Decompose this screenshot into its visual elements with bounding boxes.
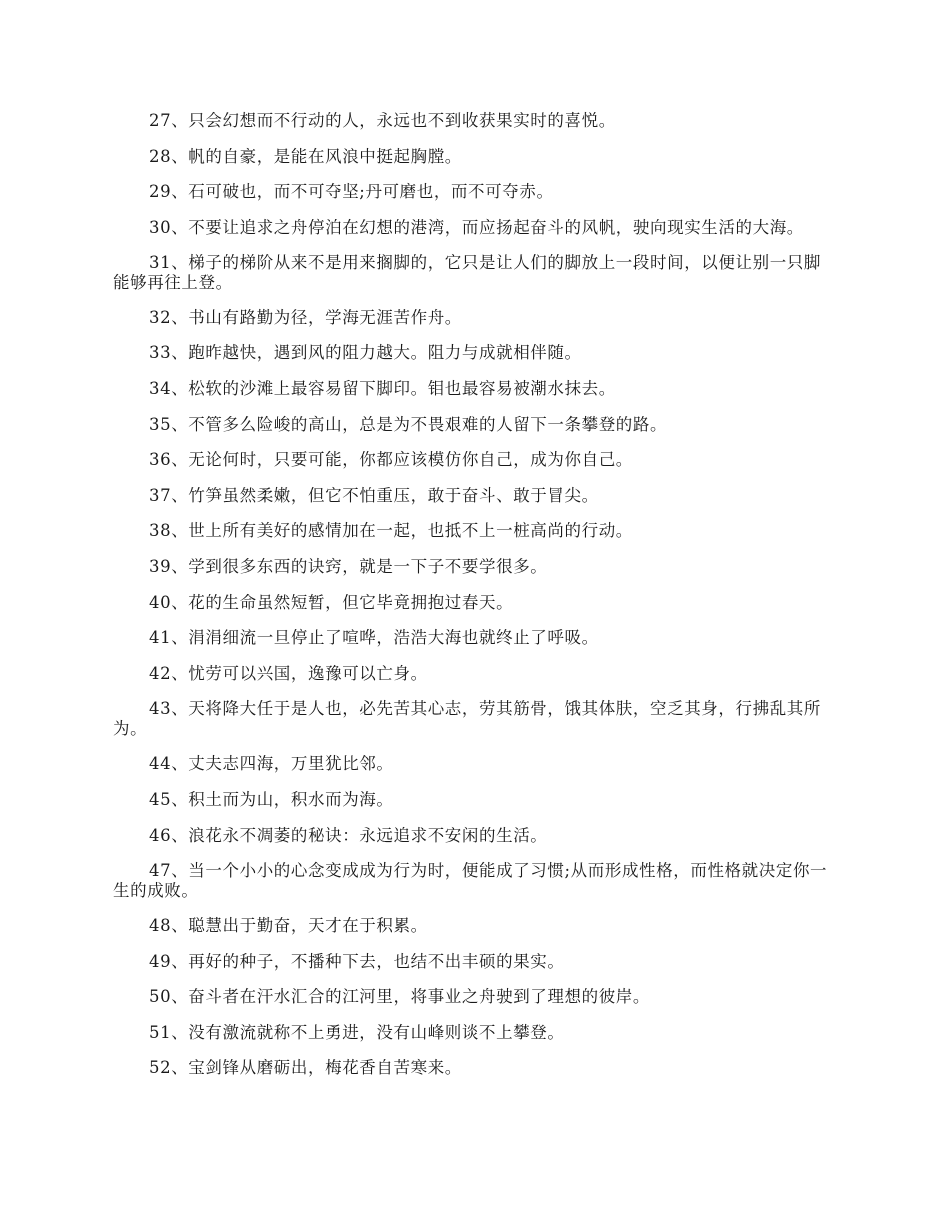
list-item: 32、书山有路勤为径，学海无涯苦作舟。 (149, 307, 462, 327)
quote-list (113, 111, 828, 1094)
list-item: 49、再好的种子，不播种下去，也结不出丰硕的果实。 (149, 951, 565, 971)
list-item: 33、跑昨越快，遇到风的阻力越大。阻力与成就相伴随。 (149, 343, 582, 363)
list-item: 34、松软的沙滩上最容易留下脚印。钼也最容易被潮水抹去。 (149, 378, 616, 398)
list-item: 36、无论何时，只要可能，你都应该模仿你自己，成为你自己。 (149, 450, 633, 470)
list-item: 42、忧劳可以兴国，逸豫可以亡身。 (149, 663, 428, 683)
list-item: 41、涓涓细流一旦停止了喧哗，浩浩大海也就终止了呼吸。 (149, 628, 599, 648)
list-item: 27、只会幻想而不行动的人，永远也不到收获果实时的喜悦。 (149, 111, 616, 130)
list-item: 35、不管多么险峻的高山，总是为不畏艰难的人留下一条攀登的路。 (149, 414, 668, 434)
list-item: 43、天将降大任于是人也，必先苦其心志，劳其筋骨，饿其体肤，空乏其身，行拂乱其所为。 (113, 699, 821, 739)
list-item: 37、竹笋虽然柔嫩，但它不怕重压，敢于奋斗、敢于冒尖。 (149, 485, 599, 505)
list-item: 47、当一个小小的心念变成成为行为时，便能成了习惯;从而形成性格，而性格就决定你一生的成败。 (113, 861, 828, 901)
list-item: 46、浪花永不凋萎的秘诀：永远追求不安闲的生活。 (149, 825, 548, 845)
list-item: 52、宝剑锋从磨砺出，梅花香自苦寒来。 (149, 1058, 462, 1078)
list-item: 45、积土而为山，积水而为海。 (149, 789, 394, 809)
list-item: 44、丈夫志四海，万里犹比邻。 (149, 754, 394, 774)
list-item: 39、学到很多东西的诀窍，就是一下子不要学很多。 (149, 556, 548, 576)
list-item: 38、世上所有美好的感情加在一起，也抵不上一桩高尚的行动。 (149, 521, 633, 541)
list-item: 48、聪慧出于勤奋，天才在于积累。 (149, 916, 428, 936)
list-item: 30、不要让追求之舟停泊在幻想的港湾，而应扬起奋斗的风帆，驶向现实生活的大海。 (149, 217, 804, 237)
list-item: 29、石可破也，而不可夺坚;丹可磨也，而不可夺赤。 (149, 182, 554, 202)
list-item: 40、花的生命虽然短暂，但它毕竟拥抱过春天。 (149, 592, 514, 612)
list-item: 51、没有激流就称不上勇进，没有山峰则谈不上攀登。 (149, 1022, 565, 1042)
list-item: 50、奋斗者在汗水汇合的江河里，将事业之舟驶到了理想的彼岸。 (149, 987, 650, 1007)
list-item: 31、梯子的梯阶从来不是用来搁脚的，它只是让人们的脚放上一段时间，以便让别一只脚能够再往上登。 (113, 252, 821, 292)
list-item: 28、帆的自豪，是能在风浪中挺起胸膛。 (149, 146, 462, 166)
